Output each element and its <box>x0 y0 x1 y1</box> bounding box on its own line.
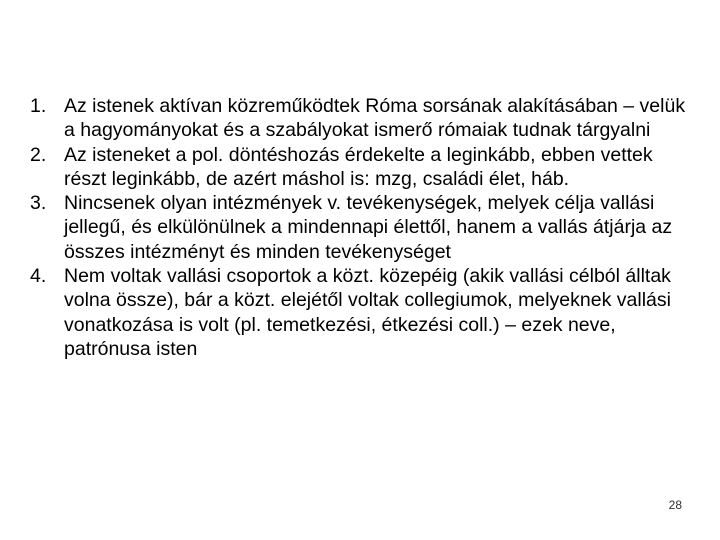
list-item-text: Nincsenek olyan intézmények v. tevékenységek, melyek célja vallási jellegű, és elkülönülnek a mindennapi élettől, hanem a vallás átjárja az összes intézményt és minden tevékenységet <box>64 192 673 263</box>
list-item-number: 3. <box>30 192 47 215</box>
page-number: 28 <box>668 498 682 512</box>
list-item <box>30 191 690 264</box>
list-item-text: Az istenek aktívan közreműködtek Róma sorsának alakításában – velük a hagyományokat és a szabályokat ismerő rómaiak tudnak tárgyalni <box>64 95 686 142</box>
numbered-list <box>30 94 690 361</box>
list-item-number: 4. <box>30 265 47 288</box>
list-item-number: 1. <box>30 95 47 117</box>
list-item <box>30 264 690 361</box>
list-item-number: 2. <box>30 143 47 166</box>
list-item-text: Nem voltak vallási csoportok a közt. közepéig (akik vallási célból álltak volna össze), bár a közt. elejétől voltak collegiumok, melyeknek vallási vonatkozása is volt (pl. temetkezési, étkezési coll.) – ezek neve, patrónusa isten <box>64 265 671 360</box>
list-item <box>30 143 690 192</box>
list-item-text: Az isteneket a pol. döntéshozás érdekelte a leginkább, ebben vettek részt leginkább, de azért máshol is: mzg, családi élet, háb. <box>64 143 653 190</box>
list-item <box>30 94 690 143</box>
